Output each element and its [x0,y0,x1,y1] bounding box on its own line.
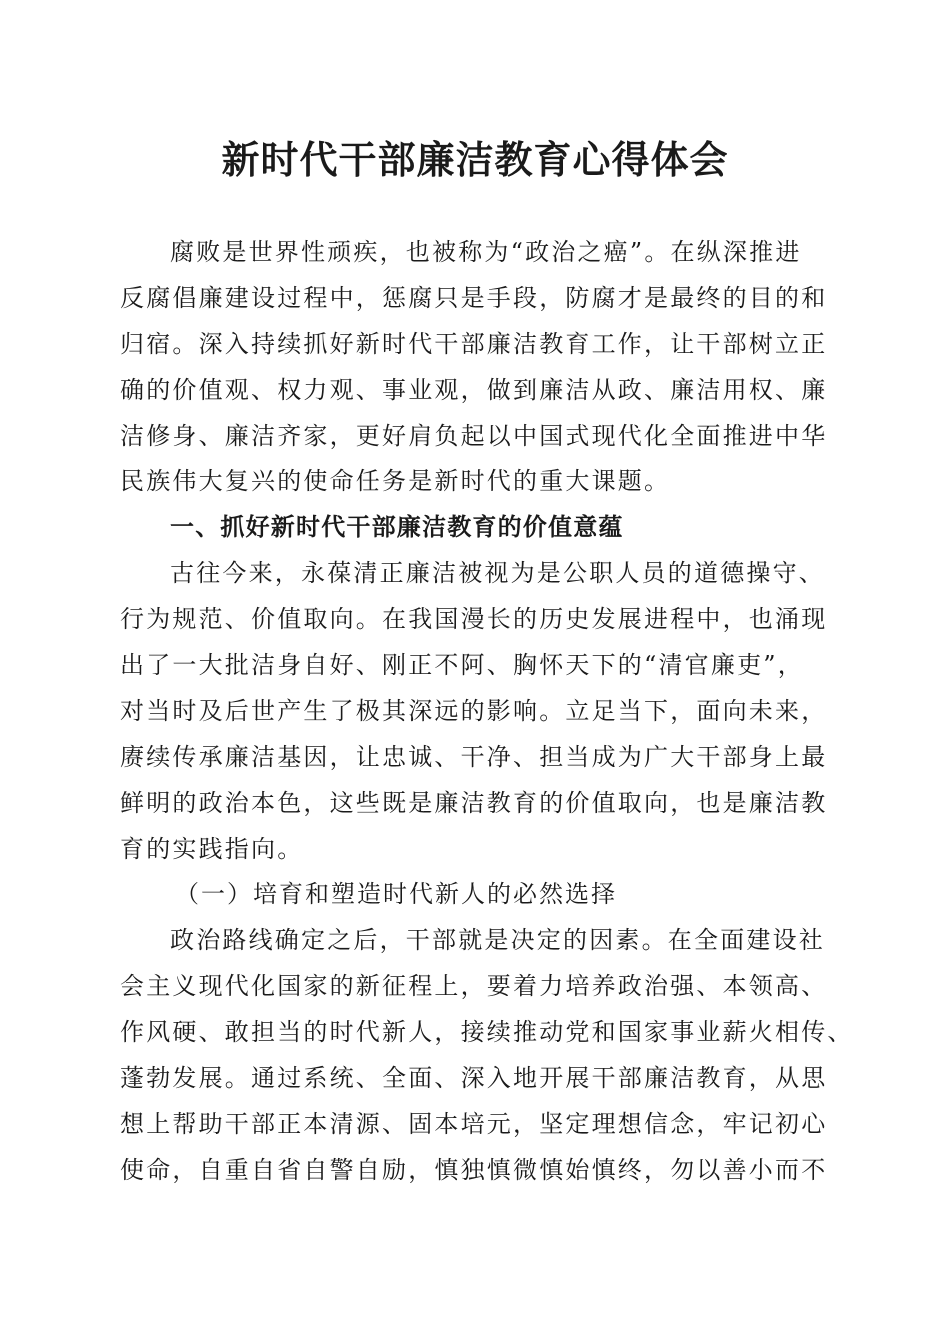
paragraph-line: 反腐倡廉建设过程中，惩腐只是手段，防腐才是最终的目的和 [120,283,828,312]
paragraph-line: 政治路线确定之后，干部就是决定的因素。在全面建设社 [170,926,825,955]
paragraph-line: 想上帮助干部正本清源、固本培元，坚定理想信念，牢记初心 [120,1109,828,1138]
paragraph-line: 行为规范、价值取向。在我国漫长的历史发展进程中，也涌现 [120,605,828,634]
paragraph-line: 会主义现代化国家的新征程上，要着力培养政治强、本领高、 [120,972,828,1001]
paragraph-line: 使命，自重自省自警自励，慎独慎微慎始慎终，勿以善小而不 [120,1155,828,1184]
paragraph-line: 赓续传承廉洁基因，让忠诚、干净、担当成为广大干部身上最 [120,742,828,771]
paragraph-line: 归宿。深入持续抓好新时代干部廉洁教育工作，让干部树立正 [120,329,828,358]
paragraph-line: 确的价值观、权力观、事业观，做到廉洁从政、廉洁用权、廉 [120,375,828,404]
paragraph-line: 对当时及后世产生了极其深远的影响。立足当下，面向未来， [120,696,828,725]
subsection-heading: （一）培育和塑造时代新人的必然选择 [175,880,617,909]
paragraph-line: 出了一大批洁身自好、刚正不阿、胸怀天下的“清官廉吏”， [120,651,804,680]
paragraph-line: 洁修身、廉洁齐家，更好肩负起以中国式现代化全面推进中华 [120,421,828,450]
paragraph-line: 腐败是世界性顽疾，也被称为“政治之癌”。在纵深推进 [170,238,802,266]
document-body [120,230,854,1194]
paragraph-line: 古往今来，永葆清正廉洁被视为是公职人员的道德操守、 [170,559,825,588]
paragraph-line: 蓬勃发展。通过系统、全面、深入地开展干部廉洁教育，从思 [120,1064,828,1093]
paragraph-line: 育的实践指向。 [120,834,304,863]
paragraph-line: 作风硬、敢担当的时代新人，接续推动党和国家事业薪火相传、 [120,1018,854,1047]
paragraph-line: 民族伟大复兴的使命任务是新时代的重大课题。 [120,467,671,496]
document-title: 新时代干部廉洁教育心得体会 [221,137,729,182]
paragraph-line: 鲜明的政治本色，这些既是廉洁教育的价值取向，也是廉洁教 [120,788,828,817]
section-heading: 一、抓好新时代干部廉洁教育的价值意蕴 [170,513,624,542]
